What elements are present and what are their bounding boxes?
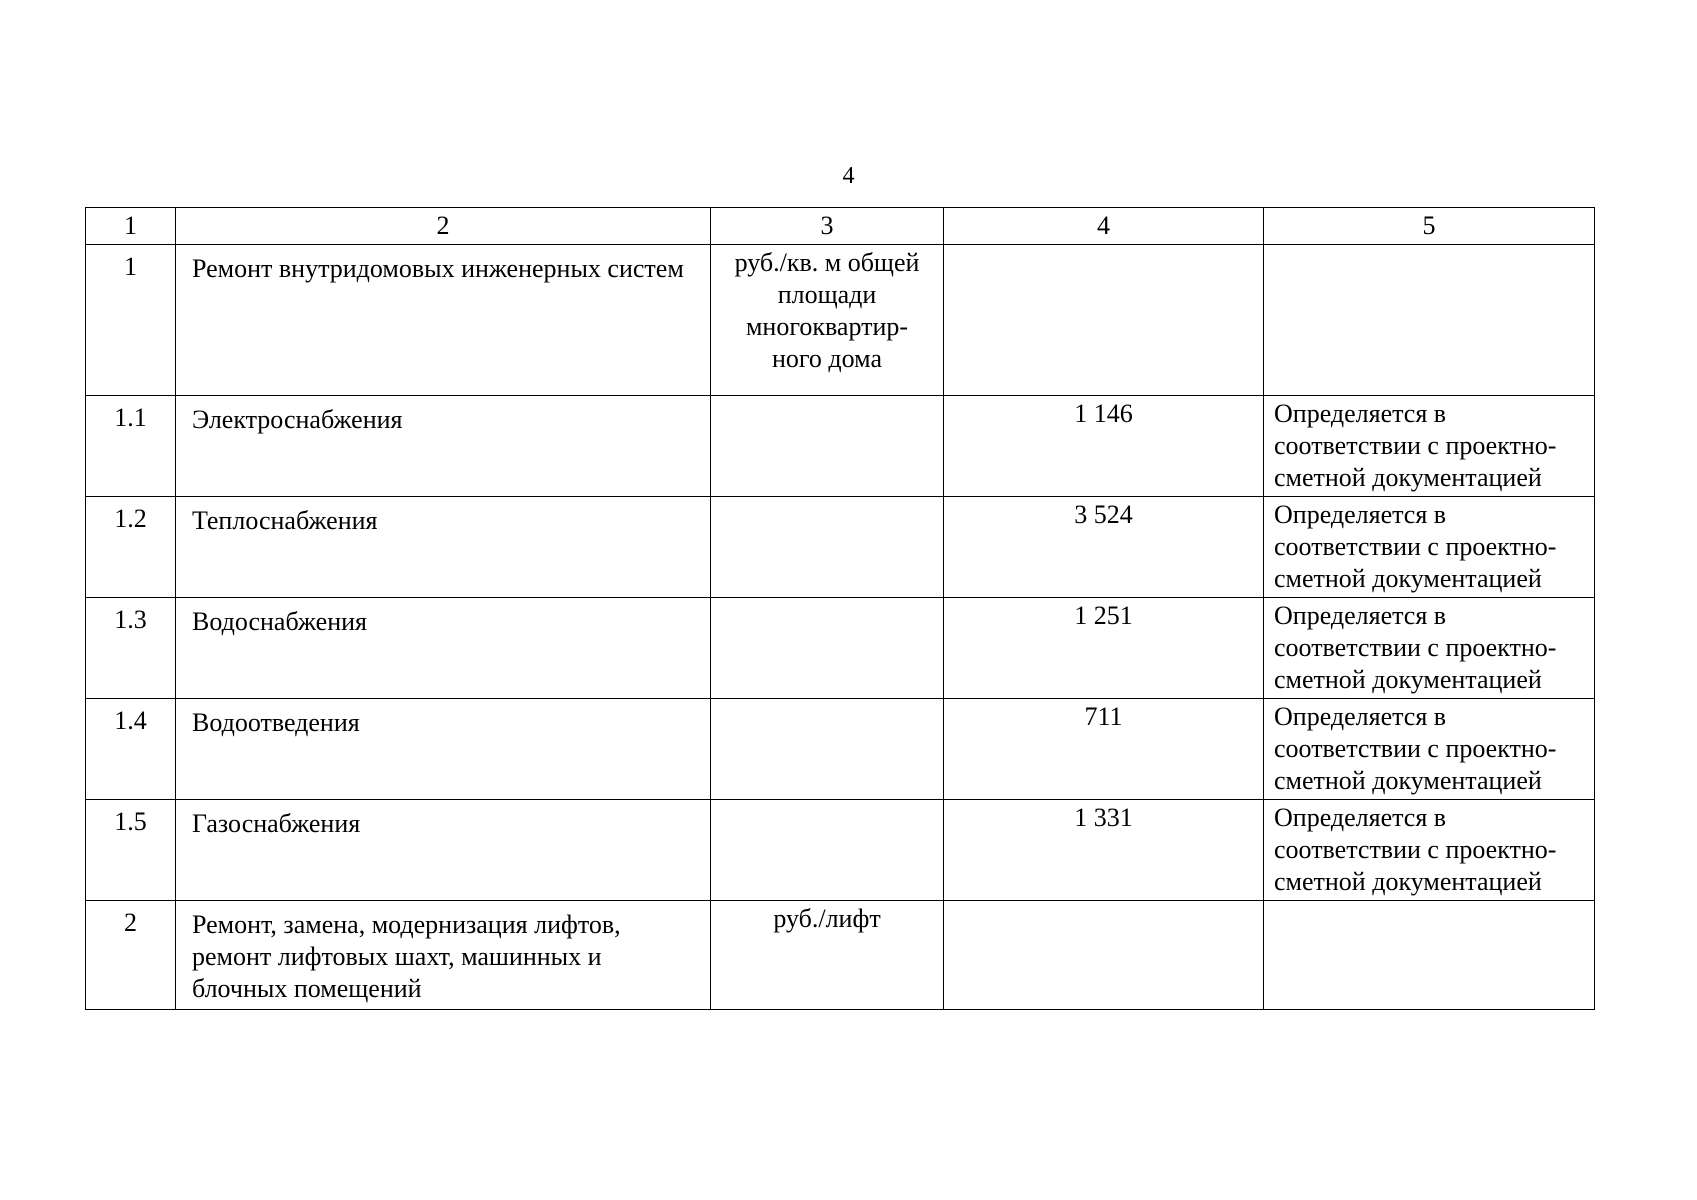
note-cell bbox=[1264, 598, 1595, 699]
unit-cell bbox=[711, 699, 944, 800]
note-cell bbox=[1264, 800, 1595, 901]
value-cell: 1 146 bbox=[944, 396, 1264, 497]
note-cell bbox=[1264, 497, 1595, 598]
note-cell bbox=[1264, 699, 1595, 800]
work-name: Водоснабжения bbox=[176, 598, 711, 699]
table-row bbox=[86, 396, 1595, 497]
table-row bbox=[86, 800, 1595, 901]
row-number: 1.3 bbox=[86, 598, 176, 699]
table-header-row bbox=[86, 208, 1595, 245]
note-line: соответствии с проектно- bbox=[1274, 734, 1557, 763]
table-row bbox=[86, 699, 1595, 800]
note-cell bbox=[1264, 245, 1595, 396]
header-cell: 1 bbox=[86, 208, 176, 245]
table-row bbox=[86, 598, 1595, 699]
unit-cell bbox=[711, 800, 944, 901]
note-cell bbox=[1264, 396, 1595, 497]
work-name: Водоотведения bbox=[176, 699, 711, 800]
work-name: Газоснабжения bbox=[176, 800, 711, 901]
value-cell bbox=[944, 245, 1264, 396]
unit-line: руб./лифт bbox=[773, 904, 881, 933]
note-line: сметной документацией bbox=[1274, 766, 1542, 795]
note-line: Определяется в bbox=[1274, 601, 1447, 630]
work-name: Электроснабжения bbox=[176, 396, 711, 497]
note-line: соответствии с проектно- bbox=[1274, 532, 1557, 561]
value-cell: 3 524 bbox=[944, 497, 1264, 598]
value-cell: 711 bbox=[944, 699, 1264, 800]
note-line: соответствии с проектно- bbox=[1274, 633, 1557, 662]
unit-cell bbox=[711, 497, 944, 598]
work-name: Теплоснабжения bbox=[176, 497, 711, 598]
row-number: 1.2 bbox=[86, 497, 176, 598]
unit-line: руб./кв. м общей bbox=[734, 248, 920, 277]
page-number: 4 bbox=[842, 163, 855, 189]
unit-line: площади bbox=[777, 280, 877, 309]
note-line: сметной документацией bbox=[1274, 867, 1542, 896]
note-line: сметной документацией bbox=[1274, 463, 1542, 492]
work-name: Ремонт внутридомовых инженерных систем bbox=[176, 245, 711, 396]
value-cell: 1 331 bbox=[944, 800, 1264, 901]
work-name: Ремонт, замена, модернизация лифтов, ремонт лифтовых шахт, машинных и блочных помещений bbox=[176, 901, 711, 1010]
note-line: Определяется в bbox=[1274, 803, 1447, 832]
table-row bbox=[86, 497, 1595, 598]
note-line: соответствии с проектно- bbox=[1274, 431, 1557, 460]
header-cell: 3 bbox=[711, 208, 944, 245]
row-number: 1.1 bbox=[86, 396, 176, 497]
note-line: Определяется в bbox=[1274, 500, 1447, 529]
header-cell: 5 bbox=[1264, 208, 1595, 245]
note-cell bbox=[1264, 901, 1595, 1010]
unit-cell bbox=[711, 901, 944, 1010]
header-cell: 2 bbox=[176, 208, 711, 245]
cost-table bbox=[85, 207, 1595, 1010]
unit-line: многоквартир- bbox=[745, 312, 909, 341]
note-line: Определяется в bbox=[1274, 399, 1447, 428]
row-number: 1.5 bbox=[86, 800, 176, 901]
row-number: 1.4 bbox=[86, 699, 176, 800]
note-line: сметной документацией bbox=[1274, 665, 1542, 694]
value-cell: 1 251 bbox=[944, 598, 1264, 699]
unit-line: ного дома bbox=[772, 344, 882, 373]
note-line: соответствии с проектно- bbox=[1274, 835, 1557, 864]
table-row bbox=[86, 245, 1595, 396]
row-number: 2 bbox=[86, 901, 176, 1010]
note-line: сметной документацией bbox=[1274, 564, 1542, 593]
note-line: Определяется в bbox=[1274, 702, 1447, 731]
unit-cell bbox=[711, 245, 944, 396]
value-cell bbox=[944, 901, 1264, 1010]
row-number: 1 bbox=[86, 245, 176, 396]
table-row bbox=[86, 901, 1595, 1010]
unit-cell bbox=[711, 396, 944, 497]
unit-cell bbox=[711, 598, 944, 699]
header-cell: 4 bbox=[944, 208, 1264, 245]
